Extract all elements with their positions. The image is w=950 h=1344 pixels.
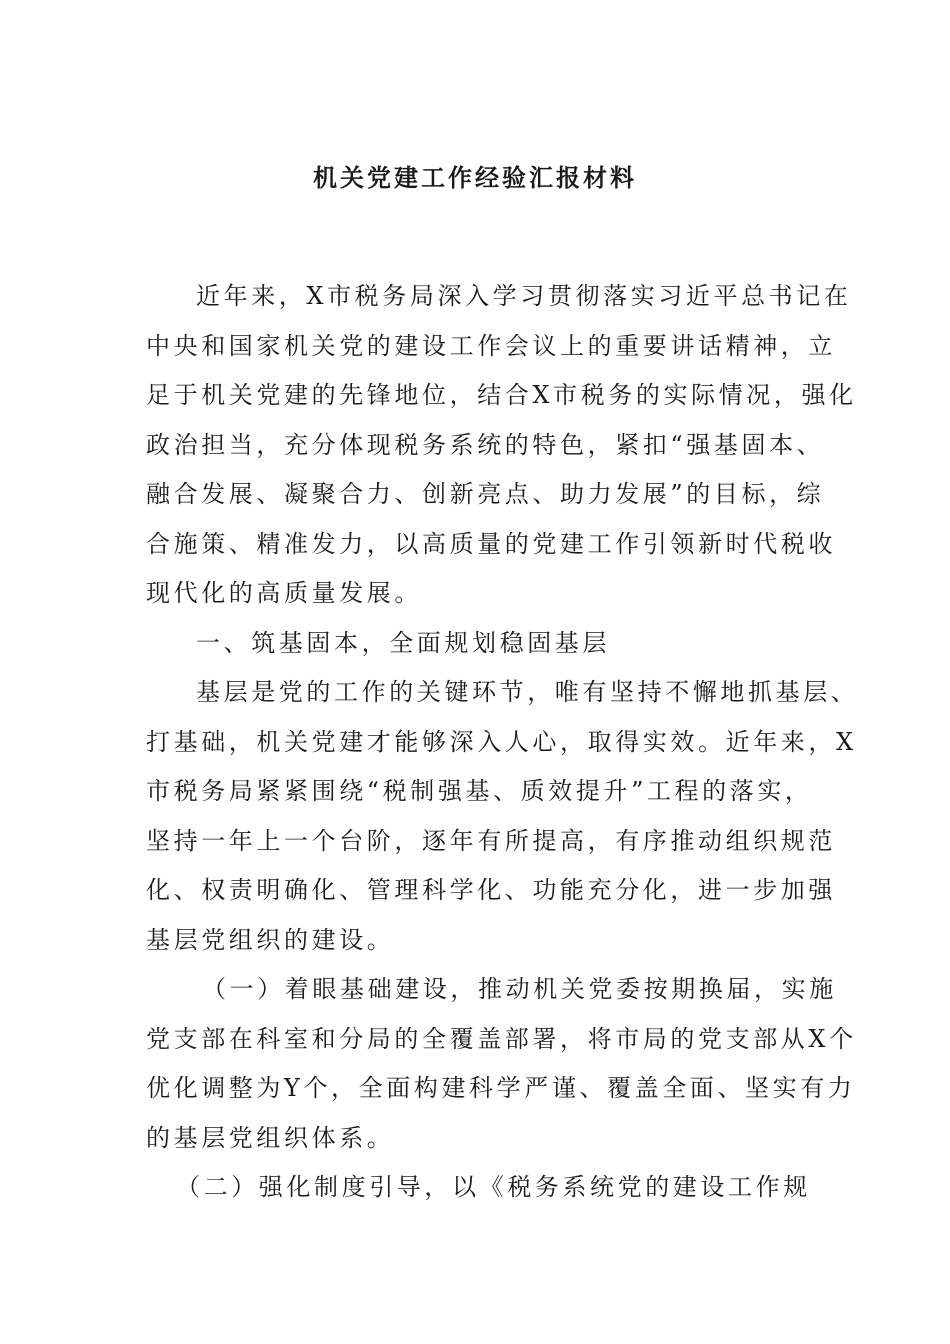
paragraph-line: 化、权责明确化、管理科学化、功能充分化，进一步加强 [146, 876, 836, 904]
subsection-line: （一）着眼基础建设，推动机关党委按期换届，实施 [202, 975, 837, 1003]
paragraph-line: 市税务局紧紧围绕“税制强基、质效提升”工程的落实， [146, 777, 813, 805]
paragraph-line: 现代化的高质量发展。 [146, 579, 422, 607]
document-body [146, 272, 859, 1213]
paragraph-line: 中央和国家机关党的建设工作会议上的重要讲话精神，立 [146, 331, 836, 360]
paragraph-line: 打基础，机关党建才能够深入人心，取得实效。近年来，X [146, 727, 857, 756]
section-heading: 一、筑基固本，全面规划稳固基层 [196, 628, 610, 657]
paragraph-line: 的基层党组织体系。 [146, 1123, 395, 1152]
subsection-line: （二）强化制度引导，以《税务系统党的建设工作规 [176, 1173, 811, 1201]
paragraph-line: 基层是党的工作的关键环节，唯有坚持不懈地抓基层、 [196, 678, 859, 706]
paragraph-line: 坚持一年上一个台阶，逐年有所提高，有序推动组织规范 [146, 826, 836, 855]
paragraph-line: 政治担当，充分体现税务系统的特色，紧扣“强基固本、 [146, 430, 825, 459]
paragraph-line: 融合发展、凝聚合力、创新亮点、助力发展”的目标，综 [146, 480, 825, 508]
document-title: 机关党建工作经验汇报材料 [313, 164, 637, 192]
paragraph-line: 基层党组织的建设。 [146, 925, 395, 954]
paragraph-line: 合施策、精准发力，以高质量的党建工作引领新时代税收 [146, 529, 836, 558]
paragraph-line: 优化调整为Y个，全面构建科学严谨、覆盖全面、坚实有力 [146, 1074, 856, 1102]
paragraph-line: 党支部在科室和分局的全覆盖部署，将市局的党支部从X个 [146, 1024, 857, 1053]
paragraph-line: 足于机关党建的先锋地位，结合X市税务的实际情况，强化 [146, 381, 857, 409]
paragraph-line: 近年来，X市税务局深入学习贯彻落实习近平总书记在 [196, 282, 852, 310]
